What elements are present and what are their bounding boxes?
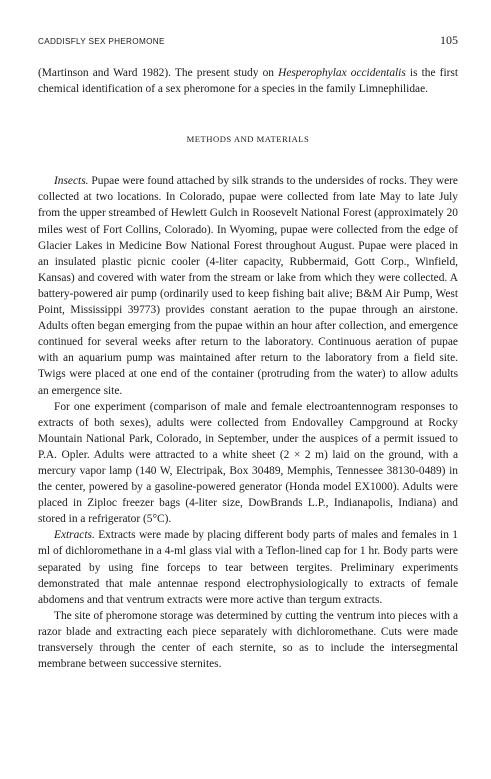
document-page — [38, 33, 458, 672]
intro-text-after: is the first chemical identification of a sex pheromone for a species in the family Limnephilidae. — [38, 67, 459, 96]
intro-paragraph — [38, 65, 458, 97]
insects-paragraph-2: For one experiment (comparison of male and female electroantennogram responses to extracts of both sexes), adults were collected from Endovalley Campground at Rocky Mountain National Park, Colorado, in September, under the auspices of a permit issued to P.A. Opler. Adults were attracted to a white sheet (2 × 2 m) laid on the ground, with a mercury vapor lamp (140 W, Electripak, Box 30489, Memphis, Tennessee 38130-0489) in the center, powered by a gasoline-powered generator (Honda model EX1000). Adults were placed in Ziploc freezer bags (4-liter size, DowBrands L.P., Indianapolis, Indiana) and stored in a refrigerator (5°C). — [38, 400, 458, 526]
section-heading: METHODS AND MATERIALS — [186, 134, 310, 145]
insects-paragraph-1 — [38, 173, 458, 398]
page-number: 105 — [440, 33, 458, 47]
extracts-heading: Extracts. — [54, 529, 95, 542]
body-text — [38, 65, 458, 672]
insects-heading: Insects. — [54, 175, 89, 188]
running-head-title: CADDISFLY SEX PHEROMONE — [38, 37, 165, 46]
extracts-text-1: Extracts were made by placing different body parts of males and females in 1 ml of dichloromethane in a 4-ml glass vial with a Teflon-lined cap for 1 hr. Body parts were separated by using fine forceps to tear between tergites. Preliminary experiments demonstrated that male antennae respond electrophysiologically to extracts of female abdomens and that ventrum extracts were more active than tergum extracts. — [38, 529, 458, 606]
extracts-paragraph-2: The site of pheromone storage was determined by cutting the ventrum into pieces with a razor blade and extracting each piece separately with dichloromethane. Cuts were made transversely through the center of each sternite, so as to include the intersegmental membrane between successive sternites. — [38, 609, 458, 671]
insects-text-1: Pupae were found attached by silk strands to the undersides of rocks. They were collected at two locations. In Colorado, pupae were collected from late May to late July from the upper streambed of Hewlett Gulch in Roosevelt National Forest (approximately 20 miles west of Fort Collins, Colorado). In Wyoming, pupae were collected from the edge of Glacier Lakes in Medicine Bow National Forest throughout August. Pupae were placed in an insulated plastic picnic cooler (4-liter capacity, Rubbermaid, Gott Corp., Winfield, Kansas) and covered with water from the stream or lake from which they were collected. A battery-powered air pump (ordinarily used to keep fishing bait alive; B&M Air Pump, West Point, Mississippi 39773) provides constant aeration to the pupae through an airstone. Adults often began emerging from the pupae within an hour after collection, and emergence continued for several weeks after return to the laboratory. Continuous aeration of pupae with an aquarium pump was maintained after return to the laboratory from a field site. Twigs were placed at one end of the container (protruding from the water) to allow adults an emergence site. — [38, 175, 458, 397]
intro-text-before: (Martinson and Ward 1982). The present study on — [38, 67, 279, 79]
running-head — [38, 33, 458, 51]
extracts-paragraph-1 — [38, 527, 458, 607]
species-name: Hesperophylax occidentalis — [278, 67, 406, 79]
